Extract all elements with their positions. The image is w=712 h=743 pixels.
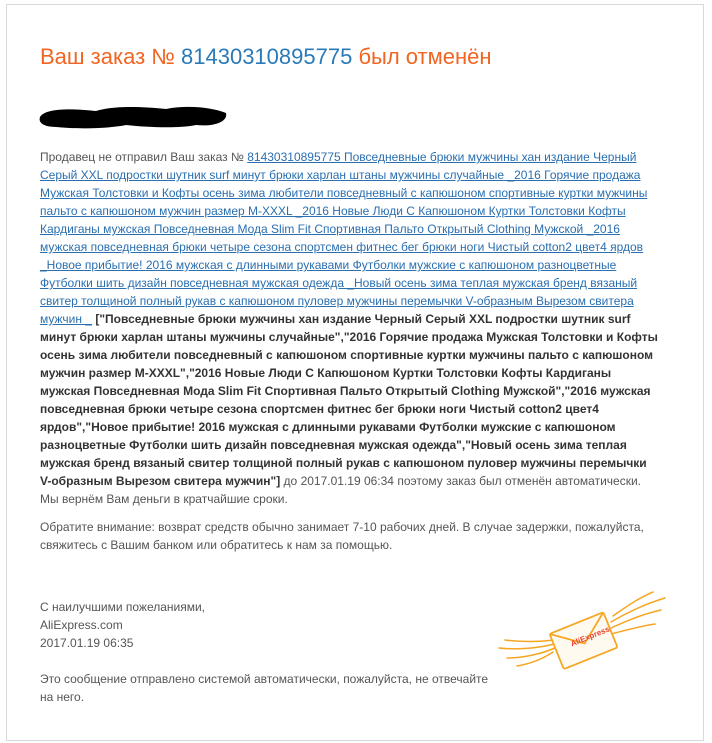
page-title xyxy=(40,44,492,70)
aliexpress-winged-envelope-logo xyxy=(493,586,673,682)
signature xyxy=(40,598,205,652)
outro-text: до 2017.01.19 06:34 поэтому заказ был отменён автоматически. Мы вернём Вам деньги в кратчайшие сроки. xyxy=(40,474,641,506)
redacted-name xyxy=(36,101,230,131)
cancellation-message xyxy=(40,148,658,508)
title-prefix: Ваш заказ № xyxy=(40,44,175,69)
signature-greeting: С наилучшими пожеланиями, xyxy=(40,600,206,614)
title-suffix: был отменён xyxy=(358,44,492,69)
auto-notice: Это сообщение отправлено системой автоматически, пожалуйста, не отвечайте на него. xyxy=(40,672,489,704)
logo-brand-text: AliExpress xyxy=(569,624,611,649)
order-items-list: ["Повседневные брюки мужчины хан издание Черный Серый XXL подростки шутник surf минут брюки харлан штаны мужчины случайные","2016 Горячие продажа Мужская Толстовки и Кофты осень зима любители повседневный с капюшоном спортивные куртки мужчины пальто с капюшоном мужчин размер M-XXXL","2016 Новые Люди С Капюшоном Куртки Толстовки Кофты Кардиганы мужская Повседневная Мода Slim Fit Спортивная Пальто Открытый Clothing Мужской","2016 мужская повседневная брюки четыре сезона спортсмен фитнес бег брюки ноги Чистый cotton2 цвет4 ярдов","Новое прибытие! 2016 мужская с длинными рукавами Футболки мужские с капюшоном разноцветные Футболки шить дизайн повседневная мужская одежда","Новый осень зима теплая мужская бренд вязаный свитер толщиной полный рукав с капюшоном пуловер мужчины перемычки V-образным Вырезом свитера мужчин"] xyxy=(40,312,658,488)
signature-company: AliExpress.com xyxy=(40,618,123,632)
intro-text: Продавец не отправил Ваш заказ № xyxy=(40,150,244,164)
order-number-link[interactable]: 81430310895775 xyxy=(181,44,353,69)
signature-date: 2017.01.19 06:35 xyxy=(40,636,134,650)
refund-note: Обратите внимание: возврат средств обычно занимает 7-10 рабочих дней. В случае задержки, пожалуйста, свяжитесь с Вашим банком или обратитесь к нам за помощью. xyxy=(40,520,644,552)
order-items-link[interactable]: 81430310895775 Повседневные брюки мужчины хан издание Черный Серый XXL подростки шутник surf минут брюки харлан штаны мужчины случайные _2016 Горячие продажа Мужская Толстовки и Кофты осень зима любители повседневный с капюшоном спортивные куртки мужчины пальто с капюшоном мужчин размер M-XXXL _2016 Новые Люди С Капюшоном Куртки Толстовки Кофты Кардиганы мужская Повседневная Мода Slim Fit Спортивная Пальто Открытый Clothing Мужской _2016 мужская повседневная брюки четыре сезона спортсмен фитнес бег брюки ноги Чистый cotton2 цвет4 ярдов _Новое прибытие! 2016 мужская с длинными рукавами Футболки мужские с капюшоном разноцветные Футболки шить дизайн повседневная мужская одежда _Новый осень зима теплая мужская бренд вязаный свитер толщиной полный рукав с капюшоном пуловер мужчины перемычки V-образным Вырезом свитера мужчин _ xyxy=(40,150,648,326)
